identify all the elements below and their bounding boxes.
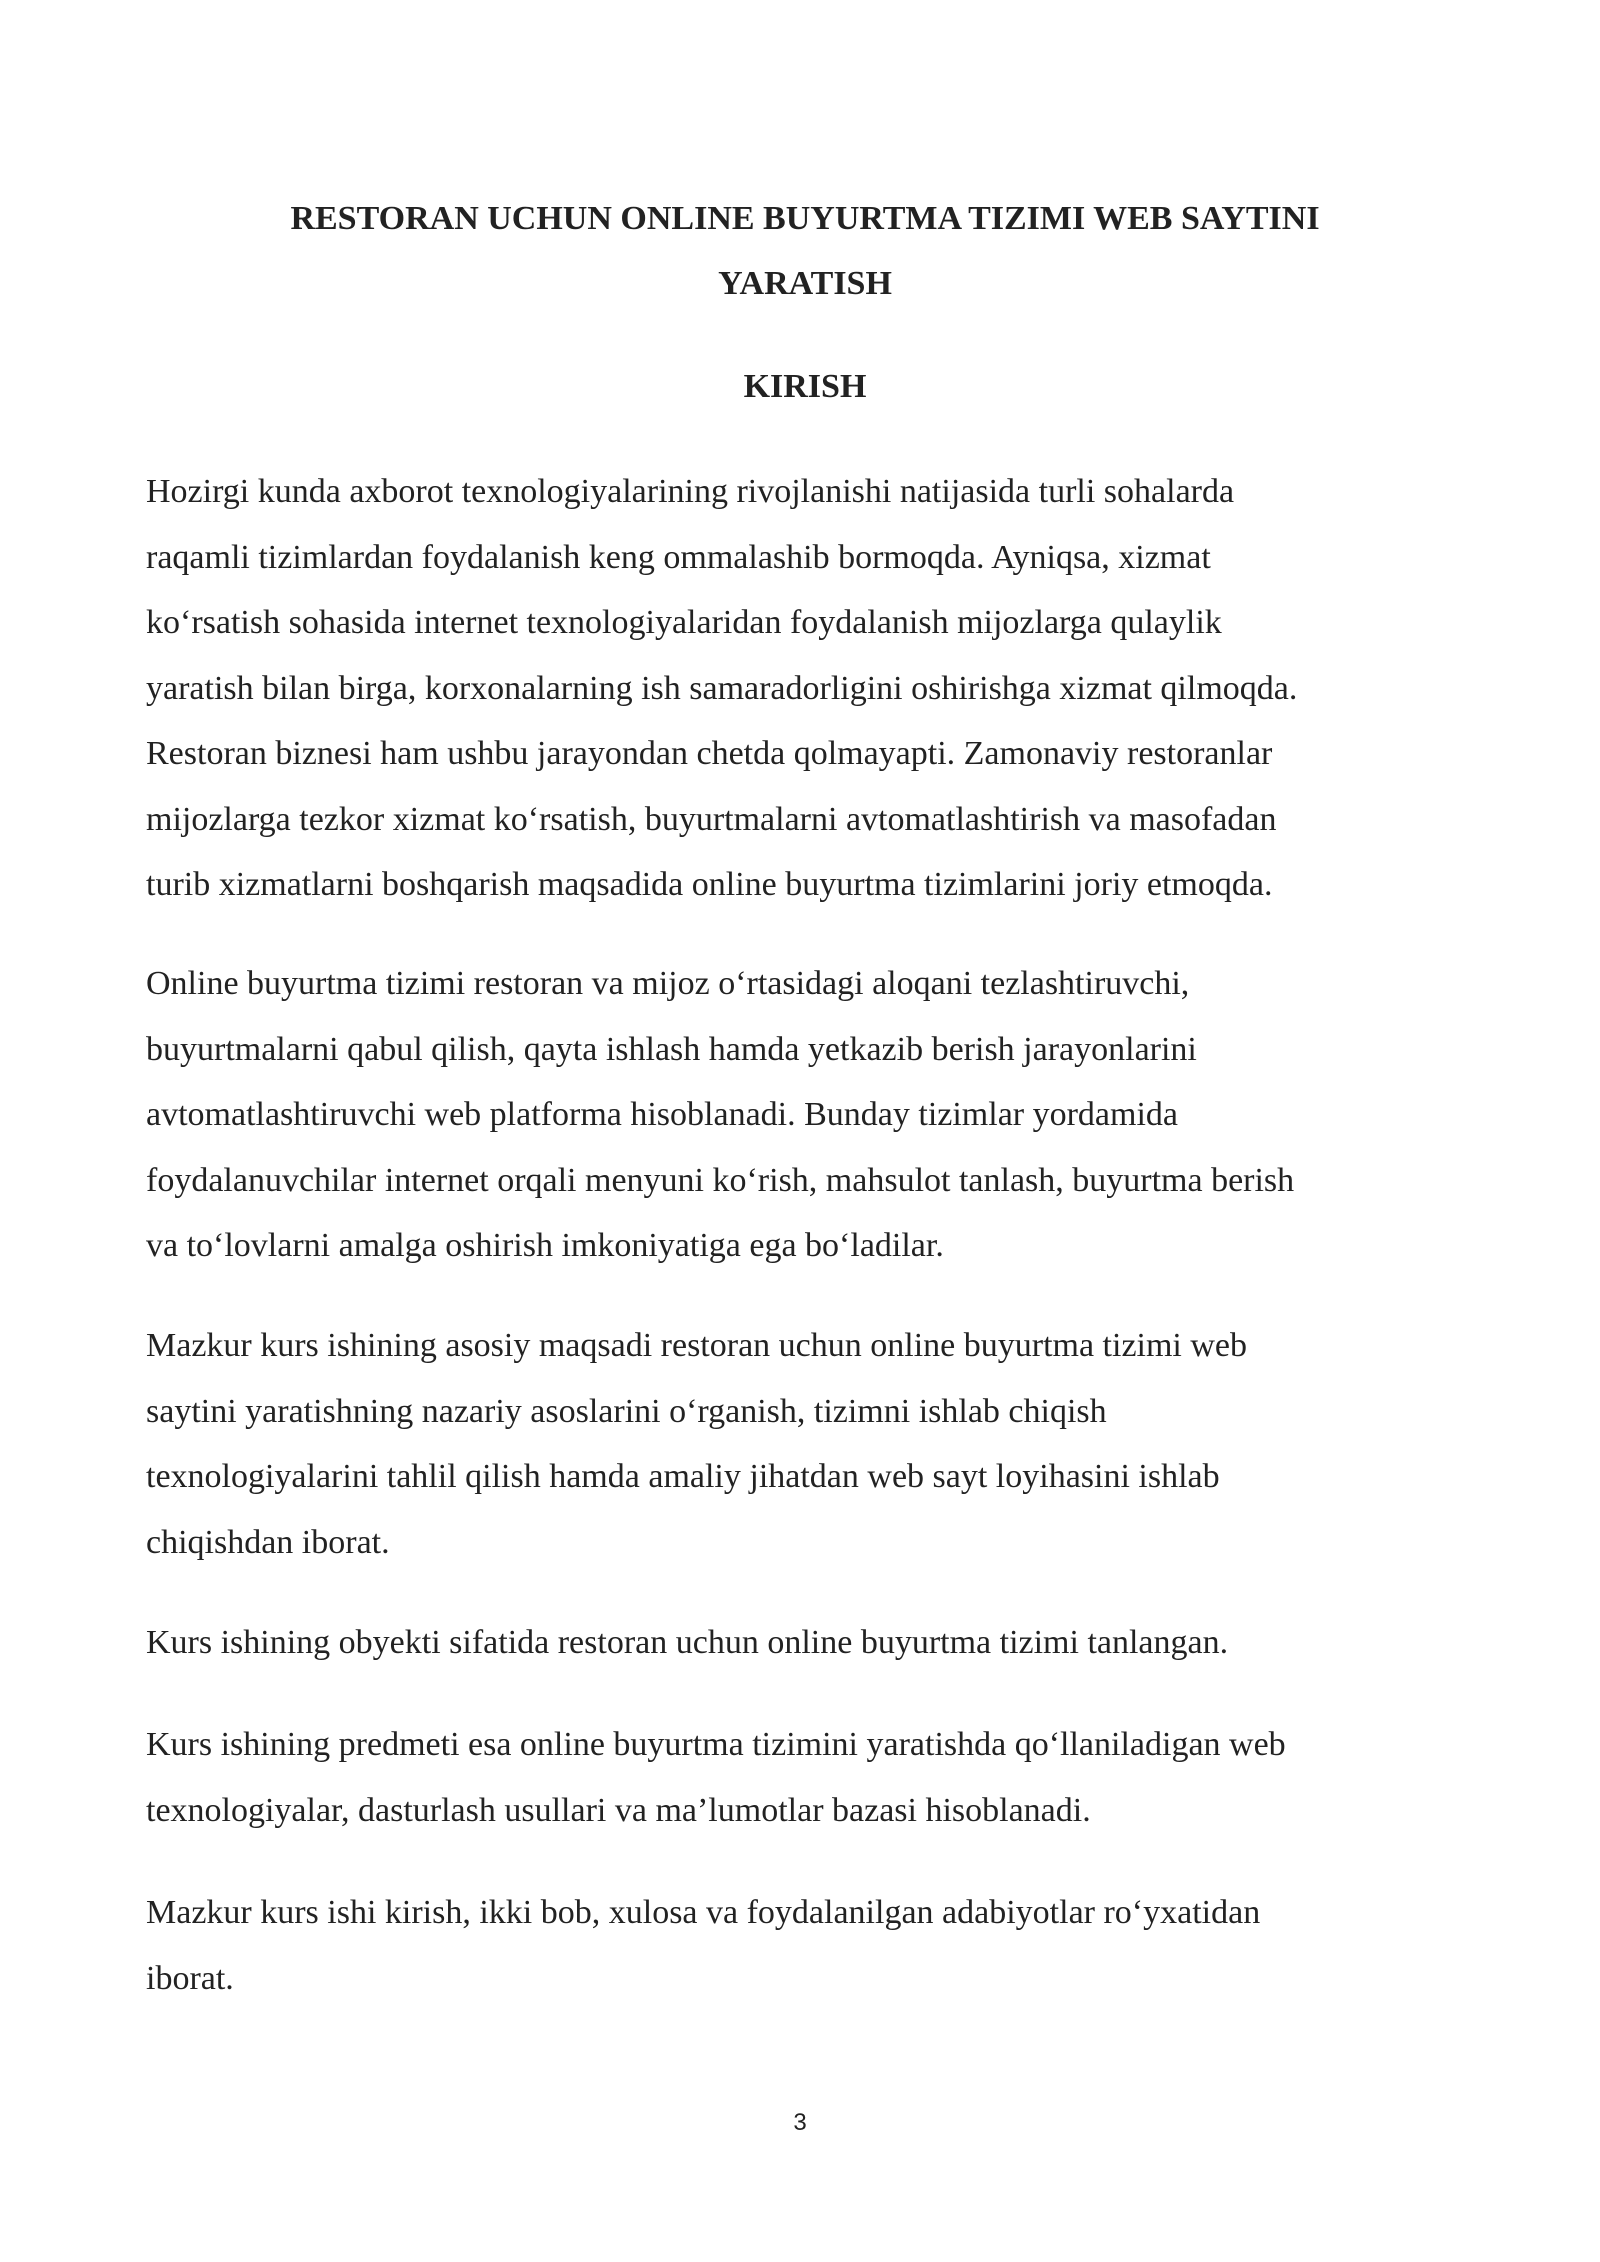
text-line: va to‘lovlarni amalga oshirish imkoniyatiga ega bo‘ladilar.: [146, 1227, 944, 1264]
text-line: yaratish bilan birga, korxonalarning ish samaradorligini oshirishga xizmat qilmoqda.: [146, 669, 1298, 707]
section-heading: KIRISH: [743, 368, 867, 405]
paragraph-subject: [146, 1712, 1464, 1843]
text-line: buyurtmalarni qabul qilish, qayta ishlash hamda yetkazib berish jarayonlarini: [146, 1030, 1197, 1068]
text-line: Hozirgi kunda axborot texnologiyalarining rivojlanishi natijasida turli sohalarda: [146, 473, 1235, 510]
text-line: Restoran biznesi ham ushbu jarayondan chetda qolmayapti. Zamonaviy restoranlar: [146, 735, 1273, 772]
document-title: [146, 186, 1464, 316]
paragraph-online-system: [146, 951, 1464, 1279]
text-line: Mazkur kurs ishining asosiy maqsadi restoran uchun online buyurtma tizimi web: [146, 1327, 1248, 1364]
text-line: turib xizmatlarni boshqarish maqsadida online buyurtma tizimlarini joriy etmoqda.: [146, 866, 1273, 903]
text-line: saytini yaratishning nazariy asoslarini o‘rganish, tizimni ishlab chiqish: [146, 1392, 1107, 1430]
paragraph-goal: [146, 1313, 1464, 1575]
text-line: Mazkur kurs ishi kirish, ikki bob, xulosa va foydalanilgan adabiyotlar ro‘yxatidan: [146, 1894, 1261, 1931]
text-line: Online buyurtma tizimi restoran va mijoz o‘rtasidagi aloqani tezlashtiruvchi,: [146, 965, 1190, 1002]
text-line: Kurs ishining predmeti esa online buyurtma tizimini yaratishda qo‘llaniladigan web: [146, 1726, 1286, 1763]
text-line: texnologiyalarini tahlil qilish hamda amaliy jihatdan web sayt loyihasini ishlab: [146, 1458, 1220, 1495]
title-line: YARATISH: [718, 265, 892, 302]
paragraph-object: [146, 1610, 1464, 1676]
title-line: RESTORAN UCHUN ONLINE BUYURTMA TIZIMI WEB SAYTINI: [290, 200, 1320, 237]
text-line: texnologiyalar, dasturlash usullari va ma’lumotlar bazasi hisoblanadi.: [146, 1791, 1091, 1829]
text-line: avtomatlashtiruvchi web platforma hisoblanadi. Bunday tizimlar yordamida: [146, 1096, 1179, 1133]
text-line: ko‘rsatish sohasida internet texnologiyalaridan foydalanish mijozlarga qulaylik: [146, 604, 1222, 641]
text-line: chiqishdan iborat.: [146, 1523, 390, 1561]
text-line: mijozlarga tezkor xizmat ko‘rsatish, buyurtmalarni avtomatlashtirish va masofadan: [146, 800, 1277, 838]
paragraph-structure: [146, 1880, 1464, 2011]
text-line: foydalanuvchilar internet orqali menyuni ko‘rish, mahsulot tanlash, buyurtma berish: [146, 1161, 1295, 1199]
text-line: Kurs ishining obyekti sifatida restoran uchun online buyurtma tizimi tanlangan.: [146, 1624, 1229, 1661]
text-line: iborat.: [146, 1959, 234, 1997]
paragraph-introduction: [146, 459, 1464, 918]
text-line: raqamli tizimlardan foydalanish keng ommalashib bormoqda. Ayniqsa, xizmat: [146, 538, 1211, 576]
page-number: 3: [793, 2109, 807, 2136]
